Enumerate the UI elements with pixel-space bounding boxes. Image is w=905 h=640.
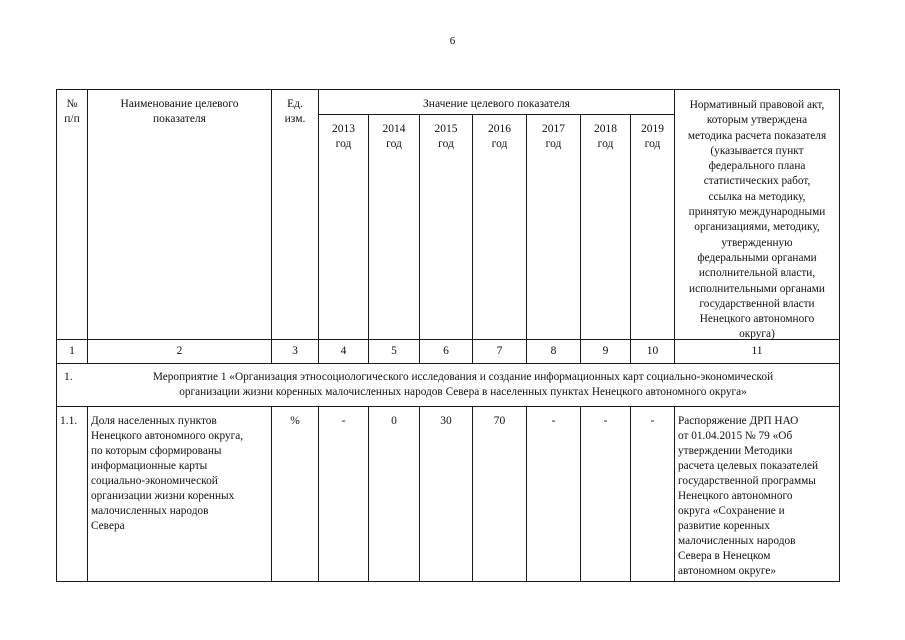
col-number-5: 5: [391, 345, 397, 357]
section-bottom-border: [56, 406, 840, 407]
row-value-2014: 0: [391, 415, 397, 427]
header-normative-act: Нормативный правовой акт, которым утверждена методика расчета показателя (указывается пункт федерального плана статистических работ, ссылка на методику, принятую международными организациями, методику, утвержденную федеральными органами исполнительной власти, исполнительными органами государственной власти Ненецкого автономного округа): [687, 99, 827, 341]
col-divider-4-body: [368, 406, 369, 581]
table-left-border: [56, 89, 57, 581]
col-divider-1-body: [87, 406, 88, 581]
table-right-border: [839, 89, 840, 581]
header-year-2016: 2016 год: [488, 123, 511, 150]
col-number-10: 10: [646, 345, 659, 357]
col-number-6: 6: [443, 345, 449, 357]
header-year-2019: 2019 год: [641, 123, 664, 150]
page-number: 6: [449, 35, 456, 47]
column-numbers-bottom-border: [56, 363, 840, 364]
col-number-2: 2: [176, 345, 183, 357]
col-divider-9-body: [630, 406, 631, 581]
row-value-2015: 30: [440, 415, 452, 427]
table-bottom-border: [56, 581, 840, 582]
col-number-7: 7: [496, 345, 503, 357]
col-divider-2-body: [271, 406, 272, 581]
col-number-4: 4: [340, 345, 347, 357]
col-divider-6-body: [472, 406, 473, 581]
col-divider-8-body: [580, 406, 581, 581]
row-normative-act: Распоряжение ДРП НАО от 01.04.2015 № 79 «Об утверждении Методики расчета целевых показателей государственной программы Ненецкого автономного округа «Сохранение и развитие коренных малочисленных народов Севера в Ненецком автономном округе»: [678, 415, 819, 577]
col-number-11: 11: [751, 345, 763, 357]
header-indicator-name: Наименование целевого показателя: [120, 98, 239, 125]
section-number: 1.: [64, 371, 73, 383]
col-divider-7-body: [526, 406, 527, 581]
col-divider-1: [87, 89, 88, 363]
header-year-2015: 2015 год: [434, 123, 458, 150]
row-value-2019: -: [650, 415, 655, 427]
table-top-border: [56, 89, 840, 90]
row-number: 1.1.: [60, 415, 78, 427]
col-divider-3-body: [318, 406, 319, 581]
header-year-2017: 2017 год: [542, 123, 565, 150]
value-group-underline: [318, 114, 674, 115]
col-divider-5-body: [419, 406, 420, 581]
section-title: Мероприятие 1 «Организация этносоциологического исследования и создание информационных карт социально-экономической организации жизни коренных малочисленных народов Севера в населенных пунктах Ненецкого автономного округа»: [152, 371, 774, 398]
header-year-2018: 2018 год: [594, 123, 617, 150]
header-num: № п/п: [64, 98, 80, 125]
header-year-2013: 2013 год: [332, 123, 355, 150]
col-number-1: 1: [69, 345, 75, 357]
row-unit: %: [290, 415, 300, 427]
col-number-8: 8: [550, 345, 557, 357]
header-value-group: Значение целевого показателя: [423, 98, 570, 110]
col-number-9: 9: [602, 345, 609, 357]
header-year-2014: 2014 год: [382, 123, 406, 150]
row-indicator-name: Доля населенных пунктов Ненецкого автономного округа, по которым сформированы информационные карты социально-экономической организации жизни коренных малочисленных народов Севера: [91, 415, 244, 532]
header-unit: Ед. изм.: [284, 98, 306, 125]
col-divider-10-body: [674, 406, 675, 581]
row-value-2013: -: [341, 415, 346, 427]
row-value-2017: -: [551, 415, 556, 427]
row-value-2018: -: [603, 415, 608, 427]
col-number-3: 3: [292, 345, 298, 357]
row-value-2016: 70: [493, 415, 506, 427]
col-divider-2: [271, 89, 272, 363]
